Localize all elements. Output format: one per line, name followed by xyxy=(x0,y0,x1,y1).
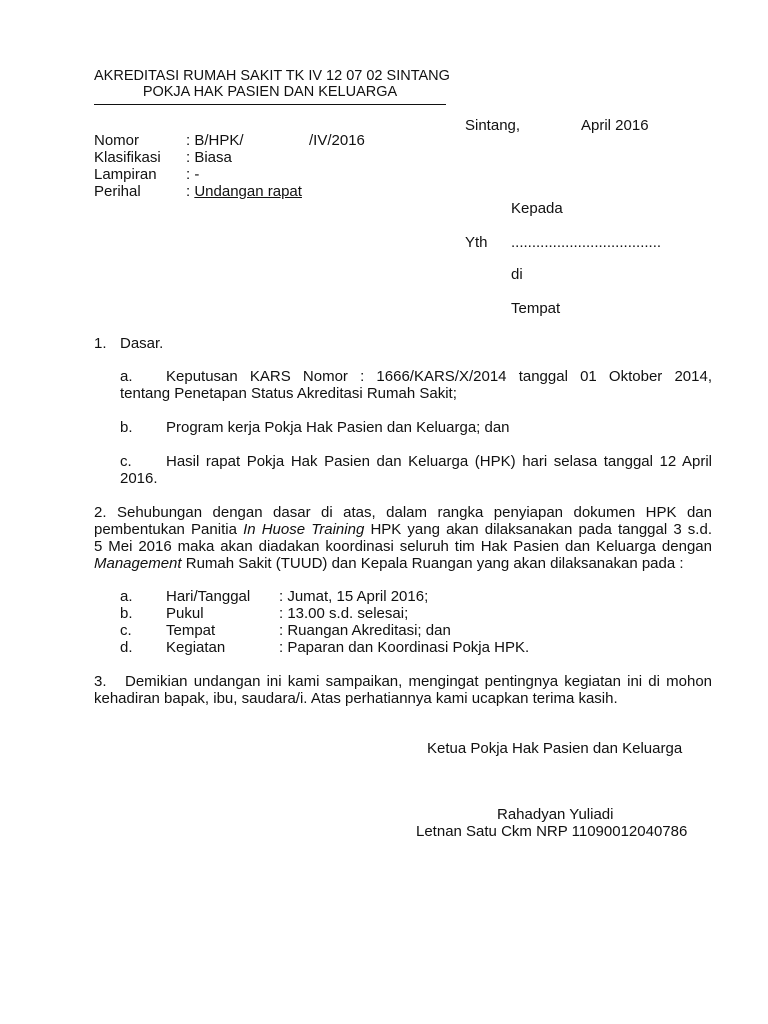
section2-item-d-value: : Paparan dan Koordinasi Pokja HPK. xyxy=(279,639,530,656)
section1-title: Dasar. xyxy=(120,335,164,352)
section2-item-a-letter: a. xyxy=(120,588,133,605)
section2-item-d-letter: d. xyxy=(120,639,133,656)
section2-in-house-training: In Huose Training xyxy=(243,521,365,538)
section2-line2 xyxy=(94,521,712,538)
section2-line1: 2. Sehubungan dengan dasar di atas, dalam rangka penyiapan dokumen HPK dan xyxy=(94,504,712,521)
section2-item-c-value: : Ruangan Akreditasi; dan xyxy=(279,622,451,639)
section2-line4 xyxy=(94,555,684,572)
meta-value-nomor-suffix: /IV/2016 xyxy=(309,132,365,149)
meta-value-lampiran: : - xyxy=(186,166,200,183)
section1-item-a-line1: Keputusan KARS Nomor : 1666/KARS/X/2014 tanggal 01 Oktober 2014, xyxy=(166,368,712,385)
section2-line2-b: HPK yang akan dilaksanakan pada tanggal 3 s.d. xyxy=(364,521,712,538)
section2-item-b-label: Pukul xyxy=(166,605,204,622)
section2-line3: 5 Mei 2016 maka akan diadakan koordinasi seluruh tim Hak Pasien dan Keluarga dengan xyxy=(94,538,712,555)
section2-item-c-label: Tempat xyxy=(166,622,216,639)
meta-label-lampiran: Lampiran xyxy=(94,166,157,183)
section1-item-b-letter: b. xyxy=(120,419,133,436)
recipient-tempat: Tempat xyxy=(511,300,561,317)
section2-item-a-label: Hari/Tanggal xyxy=(166,588,251,605)
section2-item-b-letter: b. xyxy=(120,605,133,622)
letterhead-line1: AKREDITASI RUMAH SAKIT TK IV 12 07 02 SINTANG xyxy=(94,68,450,84)
recipient-dots: .................................... xyxy=(511,234,662,251)
meta-label-klasifikasi: Klasifikasi xyxy=(94,149,161,166)
signature-name: Rahadyan Yuliadi xyxy=(497,806,614,823)
perihal-subject: Undangan rapat xyxy=(194,183,302,200)
section2-item-c-letter: c. xyxy=(120,622,132,639)
letter-date: April 2016 xyxy=(581,117,649,134)
section2-line2-a: pembentukan Panitia xyxy=(94,521,244,538)
section2-item-b-value: : 13.00 s.d. selesai; xyxy=(279,605,409,622)
section1-item-c-line1: Hasil rapat Pokja Hak Pasien dan Keluarga (HPK) hari selasa tanggal 12 April xyxy=(166,453,712,470)
section1-item-a-letter: a. xyxy=(120,368,133,385)
meta-value-nomor: : B/HPK/ xyxy=(186,132,244,149)
meta-label-nomor: Nomor xyxy=(94,132,140,149)
letterhead-rule xyxy=(94,104,446,105)
recipient-kepada: Kepada xyxy=(511,200,563,217)
meta-label-perihal: Perihal xyxy=(94,183,141,200)
section1-item-c-letter: c. xyxy=(120,453,132,470)
letter-city: Sintang, xyxy=(465,117,521,134)
section2-item-d-label: Kegiatan xyxy=(166,639,226,656)
letterhead-line2: POKJA HAK PASIEN DAN KELUARGA xyxy=(142,84,398,100)
section1-item-a-line2: tentang Penetapan Status Akreditasi Rumah Sakit; xyxy=(120,385,457,402)
section1-item-b-text: Program kerja Pokja Hak Pasien dan Keluarga; dan xyxy=(166,419,510,436)
recipient-di: di xyxy=(511,266,523,283)
section3-line1: 3. Demikian undangan ini kami sampaikan, mengingat pentingnya kegiatan ini di mohon xyxy=(94,673,712,690)
section1-number: 1. xyxy=(94,335,107,352)
recipient-yth: Yth xyxy=(465,234,488,251)
signature-rank: Letnan Satu Ckm NRP 11090012040786 xyxy=(416,823,688,840)
meta-value-klasifikasi: : Biasa xyxy=(186,149,232,166)
section2-item-a-value: : Jumat, 15 April 2016; xyxy=(279,588,429,605)
section2-line4-b: Rumah Sakit (TUUD) dan Kepala Ruangan yang akan dilaksanakan pada : xyxy=(181,555,684,572)
section1-item-c-line2: 2016. xyxy=(120,470,158,487)
perihal-colon: : xyxy=(186,183,195,200)
meta-value-perihal xyxy=(186,183,302,200)
section2-management: Management xyxy=(94,555,182,572)
signature-title: Ketua Pokja Hak Pasien dan Keluarga xyxy=(427,740,683,757)
section3-line2: kehadiran bapak, ibu, saudara/i. Atas perhatiannya kami ucapkan terima kasih. xyxy=(94,690,618,707)
